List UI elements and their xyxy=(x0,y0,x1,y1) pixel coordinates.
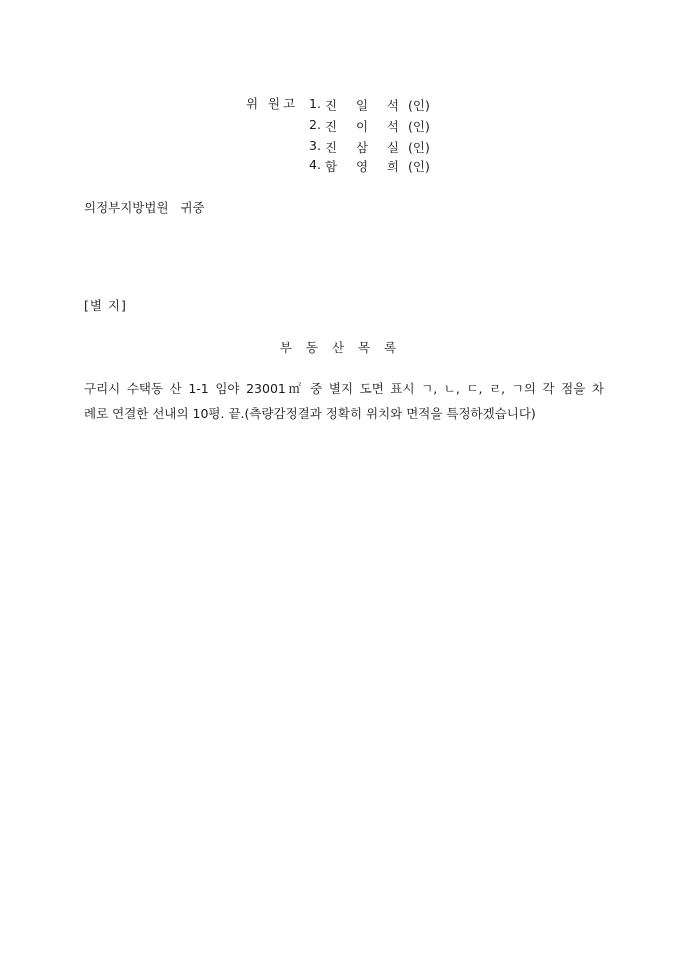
attachment-label: [별 지] xyxy=(84,298,127,313)
plaintiff-name: 함 영 희 xyxy=(325,159,399,174)
court-addressee: 의정부지방법원 귀중 xyxy=(84,200,205,215)
plaintiff-name: 진 일 석 xyxy=(325,98,399,113)
seal-mark: (인) xyxy=(408,140,430,155)
plaintiff-row xyxy=(309,138,449,158)
plaintiff-number: 3. xyxy=(309,138,321,153)
property-description-line: 구리시 수택동 산 1-1 임야 23001㎡ 중 별지 도면 표시 ㄱ, ㄴ, ㄷ, ㄹ, ㄱ의 각 점을 차 xyxy=(84,381,604,396)
seal-mark: (인) xyxy=(408,119,430,134)
plaintiff-number: 4. xyxy=(309,157,321,172)
seal-mark: (인) xyxy=(408,159,430,174)
seal-mark: (인) xyxy=(408,98,430,113)
plaintiff-row xyxy=(309,157,449,177)
plaintiff-number: 1. xyxy=(309,96,321,111)
plaintiff-role-label: 위 원고 xyxy=(246,96,299,111)
plaintiff-row xyxy=(309,96,449,116)
plaintiff-name: 진 이 석 xyxy=(325,119,399,134)
property-description-line: 례로 연결한 선내의 10평. 끝.(측량감정결과 정확히 위치와 면적을 특정하겠습니다) xyxy=(84,406,536,421)
plaintiff-row xyxy=(309,117,449,137)
property-description xyxy=(84,376,604,426)
plaintiff-name: 진 삼 실 xyxy=(325,140,399,155)
property-list-title: 부동산목록 xyxy=(279,340,411,355)
plaintiff-number: 2. xyxy=(309,117,321,132)
